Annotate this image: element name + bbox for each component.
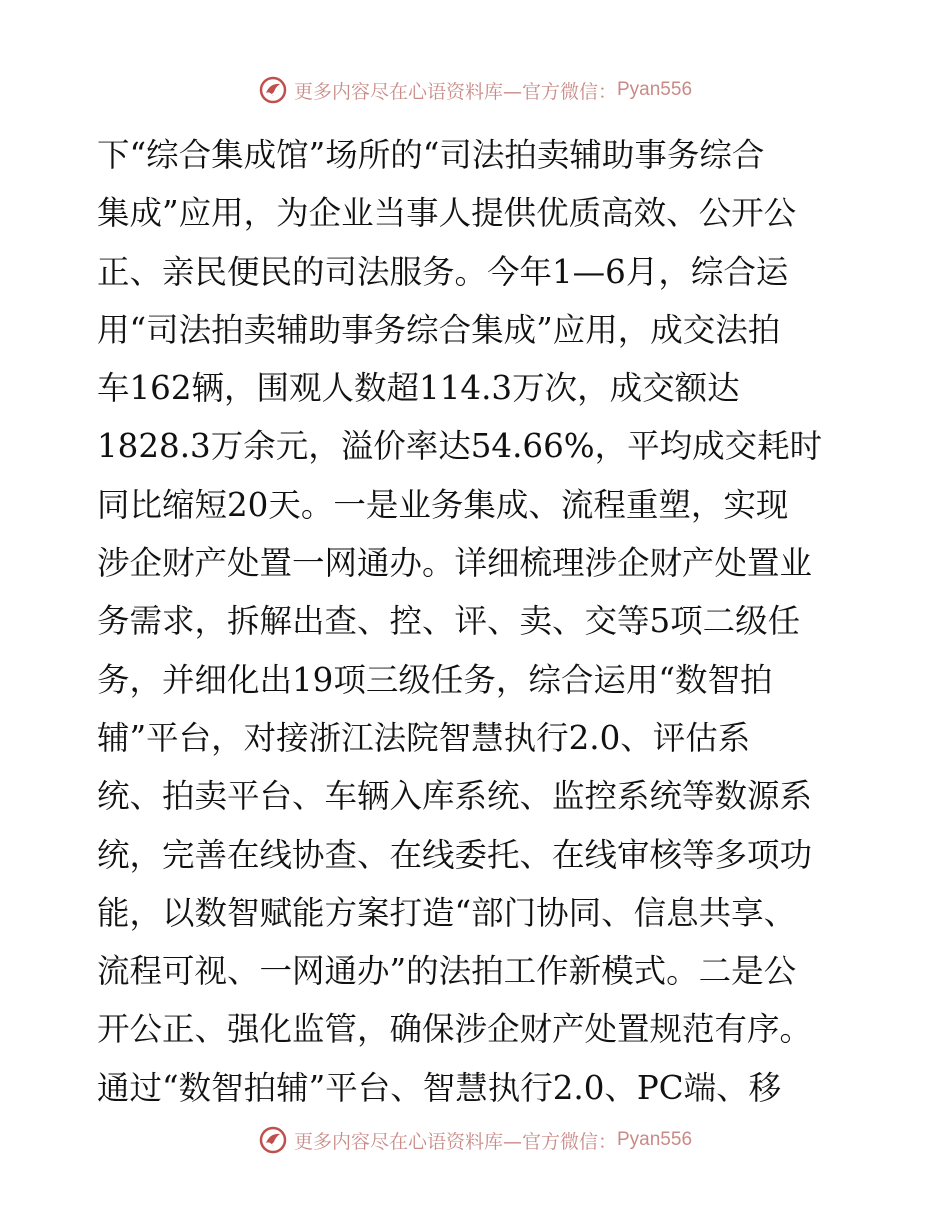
text-line: 通过“数智拍辅”平台、智慧执行2.0、PC端、移	[97, 1068, 782, 1107]
text-line: 用“司法拍卖辅助事务综合集成”应用，成交法拍	[97, 310, 781, 349]
watermark-wechat-id: Pyan556	[617, 79, 693, 100]
text-line: 正、亲民便民的司法服务。今年1—6月，综合运	[97, 252, 789, 291]
watermark-wechat-id: Pyan556	[617, 1129, 693, 1150]
text-line: 1828.3万余元，溢价率达54.66%，平均成交耗时	[97, 427, 823, 466]
text-line: 流程可视、一网通办”的法拍工作新模式。二是公	[97, 952, 797, 991]
text-line: 同比缩短20天。一是业务集成、流程重塑，实现	[97, 485, 789, 524]
footer-watermark	[0, 1120, 950, 1160]
text-line: 开公正、强化监管，确保涉企财产处置规范有序。	[97, 1010, 813, 1049]
text-line: 统、拍卖平台、车辆入库系统、监控系统等数源系	[97, 777, 813, 816]
red-swirl-logo-icon	[258, 1125, 288, 1155]
text-line: 集成”应用，为企业当事人提供优质高效、公开公	[97, 194, 797, 233]
text-line: 务，并细化出19项三级任务，综合运用“数智拍	[97, 660, 773, 699]
text-line: 务需求，拆解出查、控、评、卖、交等5项二级任	[97, 602, 801, 641]
watermark-text: 更多内容尽在心语资料库—官方微信：	[293, 80, 617, 103]
text-line: 下“综合集成馆”场所的“司法拍卖辅助事务综合	[97, 136, 765, 174]
header-watermark	[0, 70, 950, 110]
text-line: 车162辆，围观人数超114.3万次，成交额达	[97, 369, 740, 408]
watermark-text: 更多内容尽在心语资料库—官方微信：	[293, 1130, 617, 1153]
text-line: 辅”平台，对接浙江法院智慧执行2.0、评估系	[97, 718, 751, 757]
red-swirl-logo-icon	[258, 75, 288, 105]
document-body	[97, 126, 857, 1117]
text-line: 能，以数智赋能方案打造“部门协同、信息共享、	[97, 893, 797, 932]
text-line: 统，完善在线协查、在线委托、在线审核等多项功	[97, 835, 813, 874]
text-line: 涉企财产处置一网通办。详细梳理涉企财产处置业	[97, 544, 813, 583]
